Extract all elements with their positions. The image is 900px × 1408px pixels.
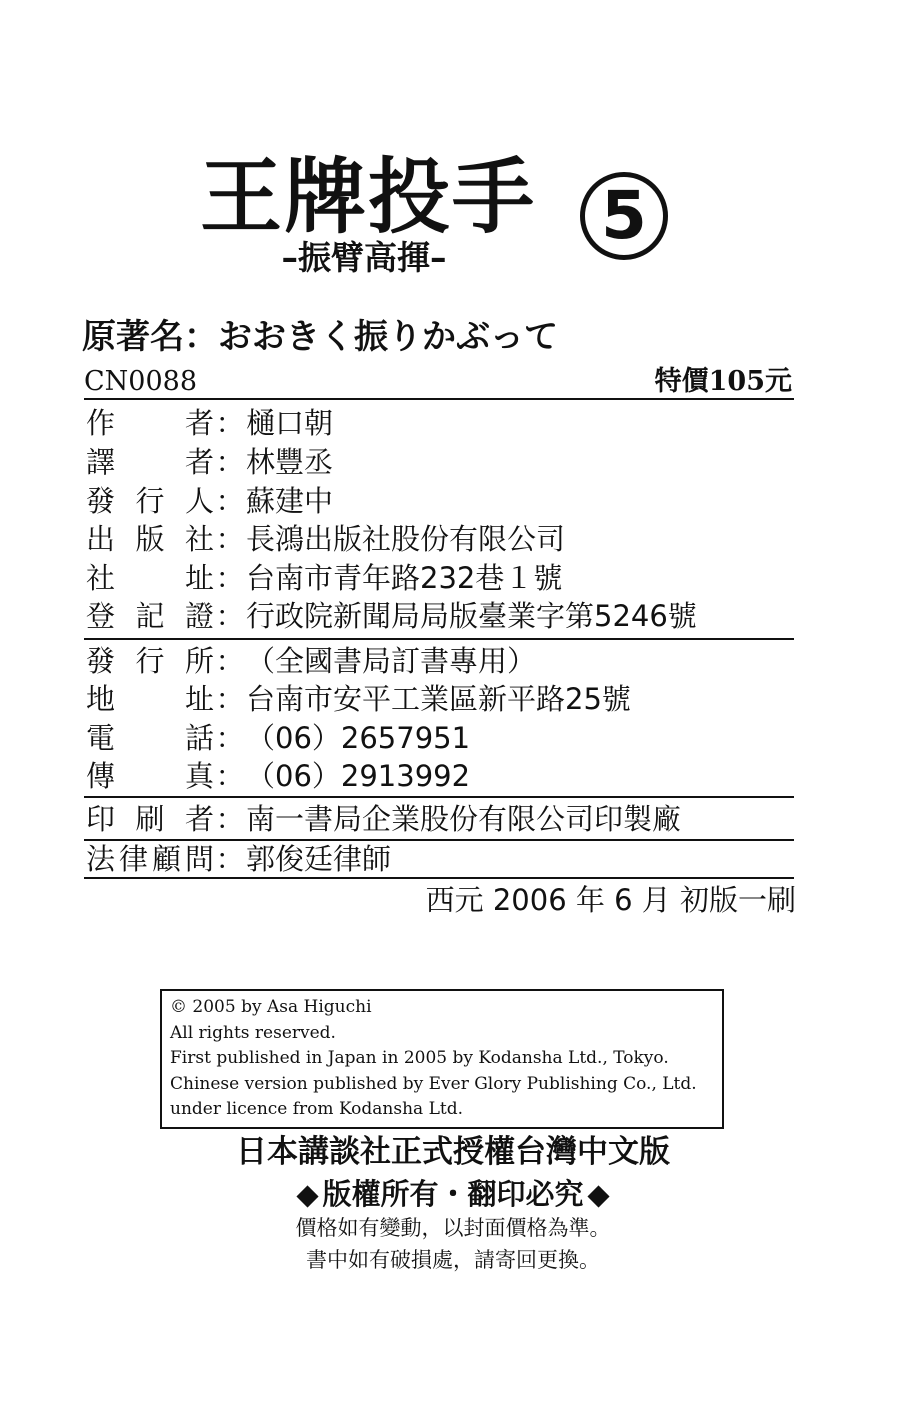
info-value: 蘇建中	[246, 484, 334, 518]
colon: ：	[215, 759, 245, 793]
info-label: 作者	[86, 406, 214, 440]
info-label: 社址	[86, 561, 214, 595]
info-label: 法律顧問	[86, 842, 214, 876]
info-row-distributor-address	[86, 680, 806, 718]
info-value: 行政院新聞局局版臺業字第5246號	[246, 599, 697, 633]
info-row-publisher-address	[86, 559, 806, 597]
info-row-translator	[86, 443, 806, 481]
colon: ：	[215, 802, 245, 836]
copyright-line: All rights reserved.	[170, 1022, 336, 1043]
info-row-phone	[86, 719, 806, 757]
info-label: 發行所	[86, 644, 214, 678]
colon: ：	[215, 842, 245, 876]
diamond-icon: ◆	[296, 1177, 319, 1211]
divider-rule	[84, 398, 794, 400]
info-value: （06）2657951	[246, 721, 471, 755]
info-value: （06）2913992	[246, 759, 471, 793]
info-value: 台南市安平工業區新平路25號	[246, 682, 631, 716]
info-label: 發行人	[86, 484, 214, 518]
info-value: 台南市青年路232巷１號	[246, 561, 563, 595]
info-label: 出版社	[86, 522, 214, 556]
volume-number-badge: 5	[580, 172, 668, 260]
copyright-line: First published in Japan in 2005 by Kodansha Ltd., Tokyo.	[170, 1048, 669, 1068]
info-label: 傳真	[86, 759, 214, 793]
copyright-line: under licence from Kodansha Ltd.	[170, 1099, 464, 1119]
info-row-fax	[86, 757, 806, 795]
info-label: 地址	[86, 682, 214, 716]
info-value: 林豐丞	[246, 445, 334, 479]
info-value: 樋口朝	[246, 406, 334, 440]
colon: ：	[215, 599, 245, 633]
copyright-line: © 2005 by Asa Higuchi	[170, 997, 372, 1017]
colon: ：	[215, 721, 245, 755]
copyright-box	[160, 989, 724, 1129]
colon: ：	[215, 561, 245, 595]
price-notice: 價格如有變動，以封面價格為準。	[295, 1216, 611, 1240]
catalog-code: CN0088	[84, 366, 197, 397]
colon: ：	[215, 522, 245, 556]
info-row-legal-counsel	[86, 840, 806, 878]
divider-rule	[84, 796, 794, 798]
info-value: （全國書局訂書專用）	[246, 644, 537, 678]
book-title: 王牌投手	[200, 150, 537, 245]
colon: ：	[215, 445, 245, 479]
info-value: 南一書局企業股份有限公司印製廠	[246, 802, 682, 836]
info-row-author	[86, 404, 806, 442]
divider-rule	[84, 638, 794, 640]
colon: ：	[215, 644, 245, 678]
price: 特價105元	[654, 366, 792, 397]
original-title: 原著名：おおきく振りかぶって	[82, 317, 558, 357]
info-value: 長鴻出版社股份有限公司	[246, 522, 566, 556]
edition-date: 西元 2006 年 6 月 初版一刷	[425, 883, 796, 917]
colon: ：	[215, 682, 245, 716]
info-row-distributor	[86, 642, 806, 680]
info-label: 譯者	[86, 445, 214, 479]
info-label: 印刷者	[86, 802, 214, 836]
license-statement: 日本講談社正式授權台灣中文版	[236, 1134, 670, 1170]
book-subtitle: –振臂高揮–	[281, 238, 447, 277]
info-label: 登記證	[86, 599, 214, 633]
info-value: 郭俊廷律師	[246, 842, 392, 876]
info-label: 電話	[86, 721, 214, 755]
info-row-registration	[86, 597, 806, 635]
return-notice: 書中如有破損處，請寄回更換。	[306, 1248, 600, 1272]
rights-text: 版權所有・翻印必究	[322, 1177, 584, 1211]
info-row-printer	[86, 800, 806, 838]
diamond-icon: ◆	[587, 1177, 610, 1211]
colon: ：	[215, 484, 245, 518]
info-row-publisher	[86, 520, 806, 558]
info-row-publisher-person	[86, 482, 806, 520]
copyright-line: Chinese version published by Ever Glory Publishing Co., Ltd.	[170, 1073, 697, 1094]
rights-statement	[160, 1174, 746, 1214]
colon: ：	[215, 406, 245, 440]
